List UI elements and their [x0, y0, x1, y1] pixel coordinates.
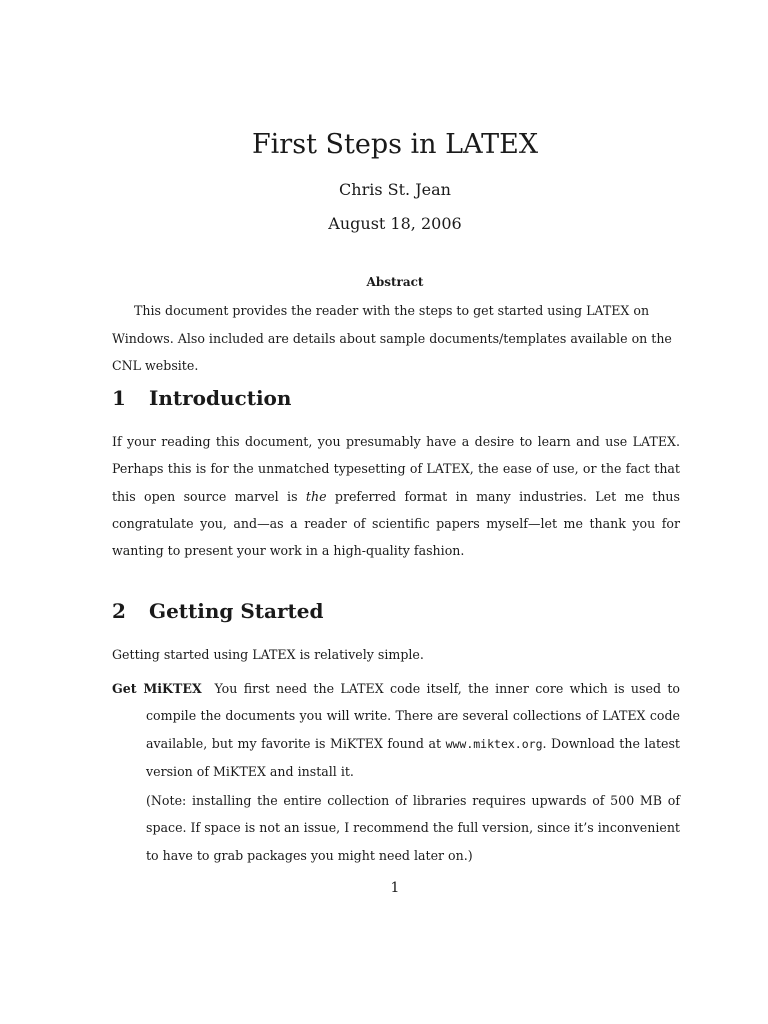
item-body	[112, 675, 680, 785]
abstract-heading: Abstract	[366, 275, 424, 289]
section-introduction-heading	[112, 386, 291, 410]
intro-text-part1: If your reading this document, you presumably have a desire to learn and use LATEX. Perhaps this is for the unmatched typesetting of LATEX, the ease of use, or the fact that this open source marvel is	[112, 434, 680, 504]
page-number: 1	[390, 880, 400, 896]
item-text-a: You first need the LATEX code itself, the inner core which is used to compile the documents you will write. There are several collections of LATEX code available, but my favorite is MiKTEX found at	[146, 681, 680, 751]
document-title: First Steps in LATEX	[251, 129, 539, 160]
item-note: (Note: installing the entire collection of libraries requires upwards of 500 MB of space. If space is not an issue, I recommend the full version, since it’s inconvenient to have to grab packages you might need later on.)	[146, 793, 680, 863]
intro-emphasis: the	[305, 488, 327, 504]
intro-text-part2: preferred format in many industries. Let me thus congratulate you, and—as a reader of scientific papers myself—let me thank you for wanting to present your work in a high-quality fashion.	[112, 488, 681, 559]
section-number: 1	[112, 386, 126, 410]
section-title: Introduction	[149, 386, 292, 410]
miktex-url: www.miktex.org	[445, 736, 543, 751]
getting-started-intro: Getting started using LATEX is relatively simple.	[112, 647, 424, 662]
introduction-paragraph	[112, 428, 680, 564]
section-title: Getting Started	[149, 599, 324, 623]
section-getting-started-heading	[112, 599, 324, 623]
description-item-miktex	[112, 675, 680, 869]
abstract-text: This document provides the reader with the steps to get started using LATEX on Windows. Also included are details about sample documents/templates available on the CNL website.	[112, 303, 672, 373]
item-label: Get MiKTEX	[112, 681, 202, 696]
document-author: Chris St. Jean	[339, 180, 451, 199]
document-date: August 18, 2006	[328, 214, 462, 233]
item-text-b: . Download the latest version of MiKTEX and install it.	[146, 735, 680, 779]
section-number: 2	[112, 599, 126, 623]
